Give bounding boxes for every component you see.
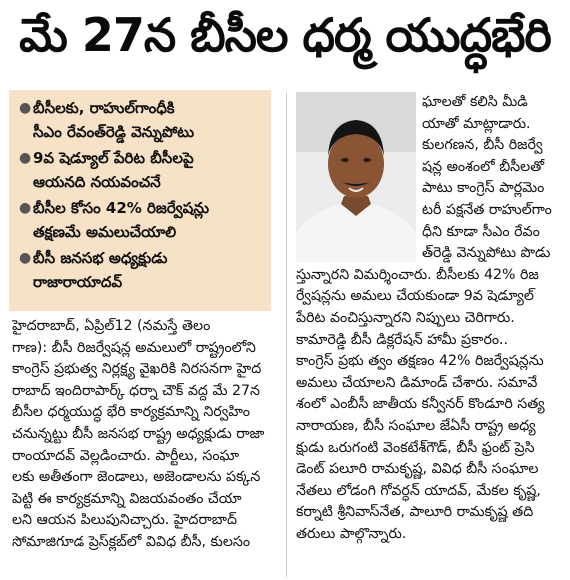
column-divider <box>286 92 287 577</box>
text-line: షన్ల అంశంలో బీసీలతో <box>422 158 545 175</box>
text-line: డెంట్ పలూరి రామకృష్ణ, వివిధ బీసీ సంఘాల <box>296 461 539 478</box>
highlights-box <box>9 90 271 311</box>
text-line: హైదరాబాద్, ఏప్రిల్12 (నమస్తే తెలం <box>12 318 211 334</box>
text-line: ధీని కూడా సీఎం రేవం <box>422 223 540 240</box>
text-line: పేరిట వంచిస్తున్నారని నిప్పులు చెరిగారు. <box>296 309 515 326</box>
bullet-icon: ● <box>19 200 32 216</box>
highlight-text: 9వ షెడ్యూల్ పేరిట బీసీలపై ఆయనది నయవంచనే <box>33 149 194 191</box>
text-line: స్తున్నారని విమర్శించారు. బీసీలకు 42% రిజ <box>296 266 539 283</box>
text-line: సోమాజిగూడ ప్రెస్‌క్లబ్‌లో వివిధ బీసీ, కులసం <box>12 533 251 550</box>
bullet-icon: ● <box>19 250 32 266</box>
text-line: నేతలు లోడంగి గోవర్ధన్ యాదవ్, మేకల కృష్ణ, <box>296 482 541 499</box>
text-line: రాబాద్ ఇందిరాపార్క్ ధర్నా చౌక్ వద్ద మే 27న <box>12 382 260 399</box>
text-line: నారాయణ, బీసీ సంఘాల జేఏసీ రాష్ట్ర అధ్య <box>296 417 536 434</box>
highlight-item <box>19 246 267 294</box>
text-line: త్‌రెడ్డి వెన్నుపోటు పొడు <box>422 245 551 262</box>
highlight-item <box>19 196 267 244</box>
text-line: అమలు చేయాలని డిమాండ్ చేశారు. సమావే <box>296 374 538 391</box>
highlight-text: బీసీ జనసభ అధ్యక్షుడు రాజారాయాదవ్ <box>33 249 168 291</box>
text-line: పెట్టి ఈ కార్యక్రమాన్ని విజయవంతం చేయా <box>12 490 242 507</box>
highlight-text: బీసీలకు, రాహుల్‌గాంధీకి సీఎం రేవంత్‌రెడ్డి వెన్నుపోటు <box>33 99 195 141</box>
highlight-text: బీసీల కోసం 42% రిజర్వేషన్లు తక్షణమే అమలుచేయాలి <box>33 199 210 241</box>
text-line: ఘాలతో కలిసి మీడి <box>422 94 528 110</box>
text-line: తరులు పాల్గొన్నారు. <box>296 525 407 542</box>
text-line: బీసీల ధర్మయుద్ధ భేరి కార్యక్రమాన్ని నిర్వహిం <box>12 404 250 421</box>
text-line: పాటు కాంగ్రెస్ పార్లమెం <box>422 180 545 197</box>
text-line: యాతో మాట్లాడారు. <box>422 115 531 132</box>
headline: మే 27న బీసీల ధర్మ యుద్ధభేరి <box>19 8 551 62</box>
text-line: కామారెడ్డి బీసీ డిక్లరేషన్ హామీ ప్రకారం.. <box>296 331 509 348</box>
highlight-item <box>19 96 267 144</box>
text-line: ర్వేషన్లను అమలు చేయకుండా 9వ షెడ్యూల్ <box>296 288 534 305</box>
article-left-column <box>12 316 282 554</box>
text-line: రాంయాదవ్ వెల్లడించారు. పార్టీలు, సంఘా <box>12 447 240 464</box>
text-line: క్షుడు ఒరుగంటి వెంకటేశ్‌గౌడ్, బీసీ ఫ్రంట్ ప్రెసి <box>296 439 535 456</box>
article-right-column <box>296 92 568 545</box>
text-line: గాణ): బీసీ రిజర్వేషన్ల అమలులో రాష్ట్రంలోని <box>12 339 256 356</box>
bullet-icon: ● <box>19 100 32 116</box>
bullet-icon: ● <box>19 150 32 166</box>
text-line: టరీ పక్షనేత రాహుల్‌గాం <box>422 201 552 218</box>
text-line: కాంగ్రెస్ ప్రభుత్వ నిర్లక్ష్య వైఖరికి నిరసనగా హైద <box>12 361 262 378</box>
text-line: చనున్నట్టు బీసీ జనసభ రాష్ట్ర అధ్యక్షుడు రాజా <box>12 425 265 442</box>
text-line: శంలో ఎంబీసీ జాతీయ కన్వీనర్ కొండూరి సత్య <box>296 396 545 413</box>
text-line: లని ఆయన పిలుపునిచ్చారు. హైదరాబాద్ <box>12 512 237 529</box>
text-line: కర్నాటి శ్రీనివాస్‌నేత, పాలూరి రామకృష్ణ తది <box>296 504 534 521</box>
text-line: కులగణన, బీసీ రిజర్వే <box>422 137 543 154</box>
highlight-item <box>19 146 267 194</box>
text-line: లకు అతీతంగా జెండాలు, అజెండాలను పక్కన <box>12 469 261 486</box>
text-line: కాంగ్రెస్ ప్రభు త్వం తక్షణం 42% రిజర్వేషన్లను <box>296 353 544 370</box>
